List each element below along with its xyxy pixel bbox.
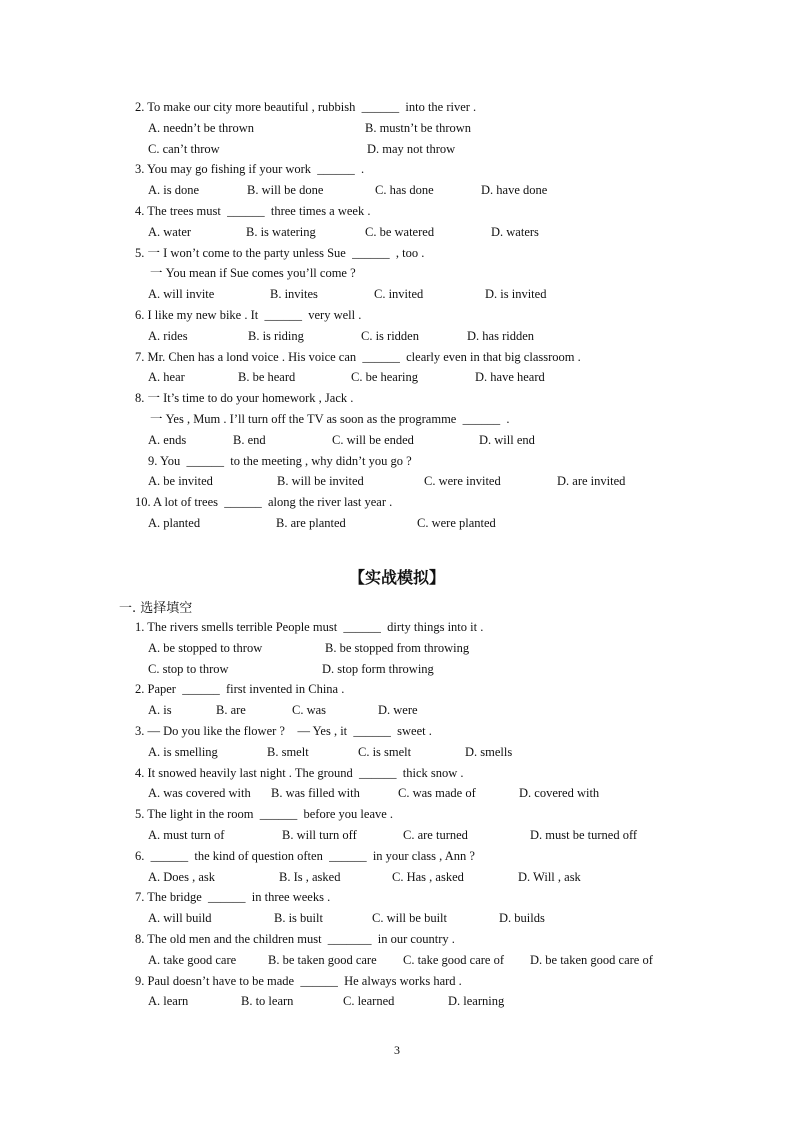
option: D. learning bbox=[448, 994, 505, 1008]
option: D. builds bbox=[499, 911, 545, 925]
question-4b: 4. It snowed heavily last night . The ground ______ thick snow . bbox=[135, 766, 464, 780]
option: C. are turned bbox=[403, 828, 468, 842]
option: D. be taken good care of bbox=[530, 953, 653, 967]
question-2b: 2. Paper ______ first invented in China . bbox=[135, 682, 345, 696]
option: C. Has , asked bbox=[392, 870, 464, 884]
question-5-reply: 一 You mean if Sue comes you’ll come ? bbox=[150, 266, 356, 280]
option: C. invited bbox=[374, 287, 424, 301]
question-8-reply: 一 Yes , Mum . I’ll turn off the TV as soon as the programme ______ . bbox=[150, 412, 510, 426]
option: C. is smelt bbox=[358, 745, 412, 759]
option: B. be stopped from throwing bbox=[325, 641, 470, 655]
option: B. is built bbox=[274, 911, 323, 925]
option: D. covered with bbox=[519, 786, 600, 800]
option: B. are bbox=[216, 703, 246, 717]
section-heading: 【实战模拟】 bbox=[348, 568, 445, 587]
option: D. have done bbox=[481, 183, 548, 197]
section-label: 一. 选择填空 bbox=[119, 601, 193, 616]
option: C. stop to throw bbox=[148, 662, 229, 676]
option: C. were invited bbox=[424, 474, 501, 488]
option: C. will be built bbox=[372, 911, 447, 925]
option: D. will end bbox=[479, 433, 535, 447]
option: C. has done bbox=[375, 183, 434, 197]
question-8: 8. 一 It’s time to do your homework , Jack . bbox=[135, 391, 354, 405]
option: C. learned bbox=[343, 994, 395, 1008]
option: B. mustn’t be thrown bbox=[365, 121, 472, 135]
option: C. was made of bbox=[398, 786, 476, 800]
option: B. Is , asked bbox=[279, 870, 341, 884]
option: B. smelt bbox=[267, 745, 309, 759]
option: B. will be invited bbox=[277, 474, 364, 488]
question-8b: 8. The old men and the children must _______ in our country . bbox=[135, 932, 455, 946]
question-3b: 3. — Do you like the flower ? — Yes , it ______ sweet . bbox=[135, 724, 432, 738]
option: D. has ridden bbox=[467, 329, 534, 343]
option: A. needn’t be thrown bbox=[148, 121, 254, 135]
option: A. planted bbox=[148, 516, 201, 530]
option: C. can’t throw bbox=[148, 142, 220, 156]
option: D. stop form throwing bbox=[322, 662, 434, 676]
option: A. be invited bbox=[148, 474, 213, 488]
option: C. be watered bbox=[365, 225, 435, 239]
option: B. be heard bbox=[238, 370, 296, 384]
option: A. is smelling bbox=[148, 745, 218, 759]
option: A. be stopped to throw bbox=[148, 641, 263, 655]
option: A. must turn of bbox=[148, 828, 225, 842]
option: A. rides bbox=[148, 329, 188, 343]
option: C. was bbox=[292, 703, 327, 717]
option: A. will invite bbox=[148, 287, 215, 301]
question-10: 10. A lot of trees ______ along the river last year . bbox=[135, 495, 393, 509]
question-7b: 7. The bridge ______ in three weeks . bbox=[135, 890, 331, 904]
question-9b: 9. Paul doesn’t have to be made ______ He always works hard . bbox=[135, 974, 462, 988]
option: D. waters bbox=[491, 225, 539, 239]
option: A. will build bbox=[148, 911, 212, 925]
option: A. take good care bbox=[148, 953, 237, 967]
option: D. may not throw bbox=[367, 142, 456, 156]
option: D. are invited bbox=[557, 474, 626, 488]
option: B. are planted bbox=[276, 516, 346, 530]
option: D. Will , ask bbox=[518, 870, 581, 884]
option: A. was covered with bbox=[148, 786, 251, 800]
question-7: 7. Mr. Chen has a lond voice . His voice can ______ clearly even in that big classroom . bbox=[135, 350, 581, 364]
option: B. end bbox=[233, 433, 266, 447]
option: A. water bbox=[148, 225, 192, 239]
option: D. were bbox=[378, 703, 418, 717]
question-5b: 5. The light in the room ______ before you leave . bbox=[135, 807, 394, 821]
option: B. is watering bbox=[246, 225, 316, 239]
option: D. is invited bbox=[485, 287, 547, 301]
option: A. ends bbox=[148, 433, 187, 447]
option: C. be hearing bbox=[351, 370, 418, 384]
option: B. invites bbox=[270, 287, 318, 301]
option: C. will be ended bbox=[332, 433, 414, 447]
option: A. is done bbox=[148, 183, 200, 197]
option: B. will turn off bbox=[282, 828, 357, 842]
option: A. learn bbox=[148, 994, 189, 1008]
question-6b: 6. ______ the kind of question often ______ in your class , Ann ? bbox=[135, 849, 475, 863]
question-5: 5. 一 I won’t come to the party unless Sue ______ , too . bbox=[135, 246, 425, 260]
option: A. Does , ask bbox=[148, 870, 216, 884]
option: C. were planted bbox=[417, 516, 496, 530]
question-6: 6. I like my new bike . It ______ very well . bbox=[135, 308, 362, 322]
option: C. take good care of bbox=[403, 953, 505, 967]
option: A. hear bbox=[148, 370, 185, 384]
question-2: 2. To make our city more beautiful , rubbish ______ into the river . bbox=[135, 100, 477, 114]
option: B. to learn bbox=[241, 994, 294, 1008]
option: C. is ridden bbox=[361, 329, 419, 343]
page-number: 3 bbox=[394, 1043, 400, 1057]
option: D. have heard bbox=[475, 370, 545, 384]
option: D. must be turned off bbox=[530, 828, 638, 842]
question-3: 3. You may go fishing if your work ______ . bbox=[135, 162, 365, 176]
option: B. is riding bbox=[248, 329, 304, 343]
question-1: 1. The rivers smells terrible People must ______ dirty things into it . bbox=[135, 620, 484, 634]
question-4: 4. The trees must ______ three times a week . bbox=[135, 204, 371, 218]
option: B. be taken good care bbox=[268, 953, 377, 967]
option: D. smells bbox=[465, 745, 513, 759]
question-9: 9. You ______ to the meeting , why didn’t you go ? bbox=[148, 454, 412, 468]
option: B. will be done bbox=[247, 183, 324, 197]
option: A. is bbox=[148, 703, 172, 717]
option: B. was filled with bbox=[271, 786, 360, 800]
